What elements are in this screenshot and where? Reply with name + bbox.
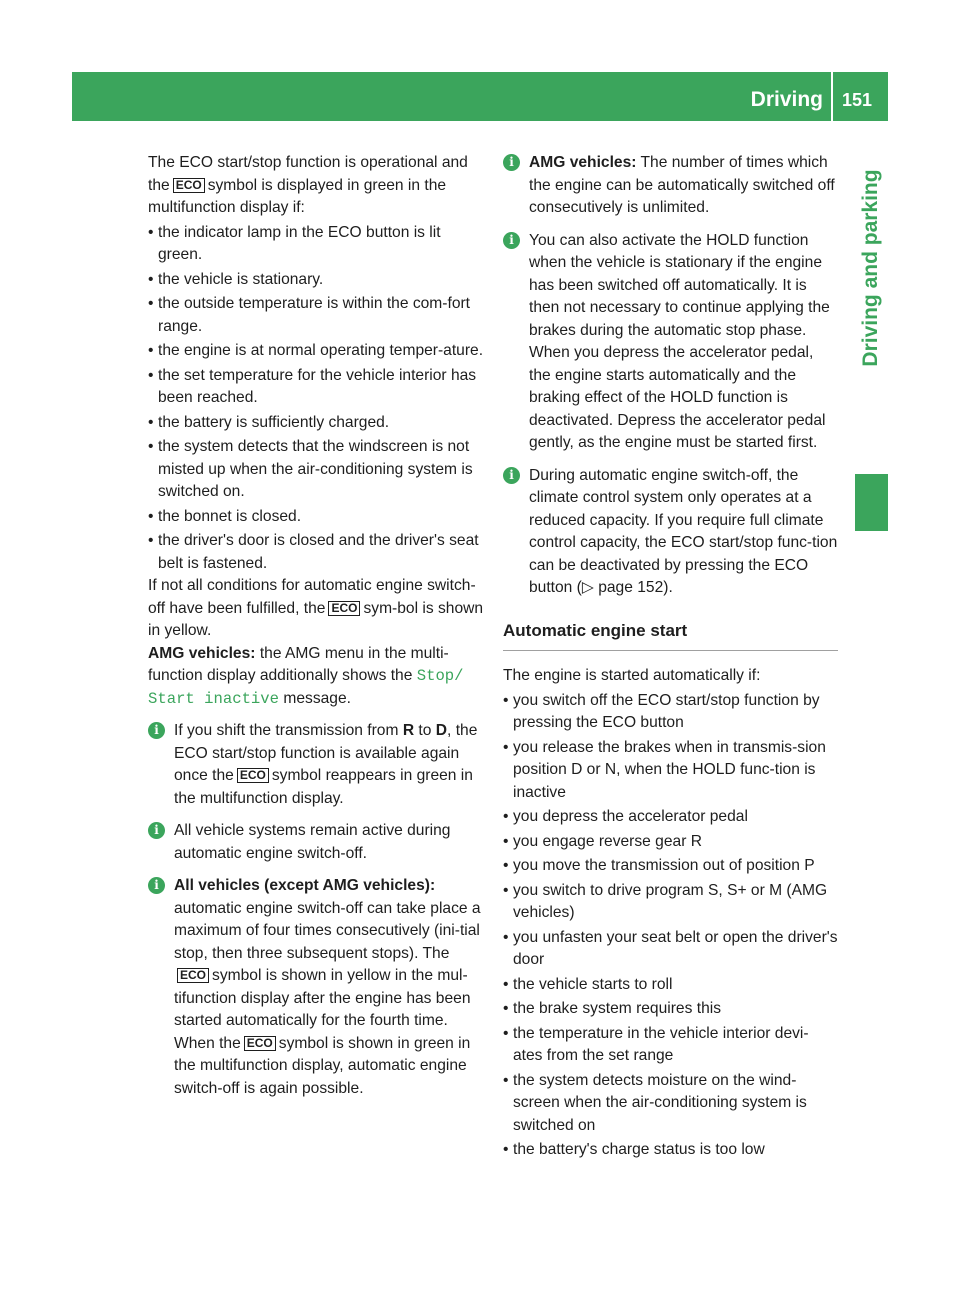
list-item — [503, 1023, 838, 1068]
list-item-text: you engage reverse gear R — [513, 832, 702, 850]
bullet-icon: • — [503, 1141, 509, 1158]
info-note — [148, 820, 486, 865]
bullet-icon: • — [503, 832, 509, 850]
bullet-icon: • — [503, 691, 509, 709]
left-column — [148, 152, 486, 1100]
info-note — [503, 230, 838, 455]
list-item — [503, 880, 838, 925]
bullet-icon: • — [148, 532, 154, 549]
list-item — [148, 506, 486, 529]
eco-symbol-icon: ECO — [328, 601, 360, 616]
note-text: symbol reappears in green in the multifunction display. — [174, 767, 473, 807]
note-label: AMG vehicles: — [529, 154, 637, 171]
eco-symbol-icon: ECO — [173, 178, 205, 193]
note-text: symbol is shown in green in the multifunction display, automatic engine switch-off is again possible. — [174, 1034, 471, 1097]
list-item-text: you depress the accelerator pedal — [513, 808, 748, 825]
not-all-conditions-paragraph — [148, 575, 486, 643]
list-item-text: you switch to drive program S, S+ or M (AMG vehicles) — [513, 881, 828, 921]
list-item-text: the battery's charge status is too low — [513, 1141, 765, 1158]
bullet-icon: • — [148, 295, 154, 312]
list-item — [148, 412, 486, 435]
bullet-icon: • — [503, 808, 509, 825]
list-item — [148, 365, 486, 410]
list-item — [503, 927, 838, 972]
list-item-text: you release the brakes when in transmis-sion position D or N, when the HOLD func-tion is inactive — [513, 738, 826, 801]
note-text: ). — [663, 579, 673, 596]
bullet-icon: • — [503, 1071, 509, 1089]
list-item — [503, 831, 838, 854]
list-item — [503, 998, 838, 1021]
list-item-text: the indicator lamp in the ECO button is lit green. — [158, 223, 441, 263]
bullet-icon: • — [148, 223, 154, 241]
info-icon: i — [148, 722, 165, 739]
bullet-icon: • — [503, 928, 509, 946]
list-item-text: the driver's door is closed and the driver's seat belt is fastened. — [158, 532, 479, 572]
bullet-icon: • — [148, 342, 154, 359]
bullet-icon: • — [503, 738, 509, 756]
list-item-text: the engine is at normal operating temper-ature. — [158, 342, 484, 359]
header-divider — [831, 72, 833, 121]
eco-symbol-icon: ECO — [244, 1036, 276, 1051]
list-item — [503, 737, 838, 805]
info-note — [503, 465, 838, 600]
note-text: automatic engine switch-off can take place a maximum of four times consecutively (ini-tial stop, then three subsequent stops). The — [174, 899, 481, 962]
list-item — [148, 293, 486, 338]
amg-text-tail: message. — [283, 689, 351, 707]
info-note — [503, 152, 838, 220]
list-item-text: the battery is sufficiently charged. — [158, 413, 390, 431]
amg-display-message: Stop/ Start inactive — [148, 667, 464, 708]
gear-r-label: R — [402, 722, 415, 739]
list-item-text: the vehicle starts to roll — [513, 975, 673, 993]
not-all-text: If not all conditions for automatic engine switch-off have been fulfilled, the — [148, 577, 476, 617]
list-item — [148, 222, 486, 267]
info-icon: i — [148, 877, 165, 894]
list-item-text: the vehicle is stationary. — [158, 270, 324, 288]
list-item — [148, 269, 486, 292]
list-item — [503, 974, 838, 997]
note-text: , the ECO start/stop function is available again once the — [174, 722, 478, 784]
note-label: All vehicles (except AMG vehicles): — [174, 877, 436, 894]
note-text: During automatic engine switch-off, the climate control system only operates at a reduced capacity. If you require full climate control capacity, the ECO start/stop func-tion can be deactivated by pressing the ECO button ( — [529, 466, 838, 596]
list-item — [148, 530, 486, 575]
bullet-icon: • — [148, 413, 154, 431]
list-item — [503, 855, 838, 878]
info-icon: i — [503, 467, 520, 484]
bullet-icon: • — [503, 1000, 509, 1017]
bullet-icon: • — [148, 366, 154, 384]
page-reference-link[interactable]: ▷ page 152 — [581, 579, 664, 596]
intro-paragraph — [148, 152, 486, 220]
note-text: If you shift the transmission from — [174, 722, 399, 739]
amg-text: the AMG menu in the multi-function display additionally shows the — [148, 644, 449, 684]
note-text: You can also activate the HOLD function when the vehicle is stationary if the engine has been switched off automatically. It is then not necessary to continue applying the brakes during the automatic stop phase. When you depress the accelerator pedal, the engine starts automatically and the braking effect of the HOLD function is deactivated. Depress the accelerator pedal gently, as the engine must be started first. — [529, 231, 830, 451]
bullet-icon: • — [148, 438, 154, 455]
gear-d-label: D — [435, 722, 448, 739]
note-text: All vehicle systems remain active during automatic engine switch-off. — [174, 822, 451, 862]
page-section-title: Driving — [750, 88, 823, 111]
list-item-text: you move the transmission out of position P — [513, 857, 815, 874]
page-number: 151 — [842, 90, 873, 110]
bullet-icon: • — [148, 270, 154, 288]
section-intro: The engine is started automatically if: — [503, 667, 761, 684]
eco-symbol-icon: ECO — [177, 968, 209, 983]
amg-label: AMG vehicles: — [148, 644, 256, 662]
side-tab-marker — [855, 474, 888, 531]
not-all-text-cont: sym-bol is shown in yellow. — [148, 599, 484, 639]
info-icon: i — [503, 154, 520, 171]
bullet-icon: • — [148, 507, 154, 525]
list-item-text: the system detects moisture on the wind-screen when the air-conditioning system is switched on — [513, 1071, 807, 1134]
note-text: to — [418, 722, 432, 739]
eco-symbol-icon: ECO — [237, 768, 269, 783]
side-tab-label: Driving and parking — [859, 169, 882, 367]
info-icon: i — [148, 822, 165, 839]
intro-text-cont: symbol is displayed in green in the multifunction display if: — [148, 176, 447, 216]
list-item-text: the system detects that the windscreen is not misted up when the air-conditioning system is switched on. — [158, 438, 473, 500]
bullet-icon: • — [503, 975, 509, 993]
right-column — [503, 152, 838, 1162]
info-icon: i — [503, 232, 520, 249]
intro-text: The ECO start/stop function is operational and the — [148, 154, 468, 194]
list-item — [503, 1139, 838, 1162]
list-item-text: the brake system requires this — [513, 1000, 722, 1017]
bullet-icon: • — [503, 857, 509, 874]
list-item — [503, 1070, 838, 1138]
list-item — [148, 436, 486, 504]
list-item-text: you unfasten your seat belt or open the driver's door — [513, 928, 838, 968]
list-item — [503, 806, 838, 829]
list-item-text: you switch off the ECO start/stop function by pressing the ECO button — [513, 691, 820, 731]
list-item — [148, 340, 486, 363]
list-item-text: the set temperature for the vehicle interior has been reached. — [158, 366, 477, 406]
note-text: The number of times which the engine can be automatically switched off consecutively is unlimited. — [529, 154, 835, 216]
list-item-text: the outside temperature is within the com-fort range. — [158, 295, 471, 335]
bullet-icon: • — [503, 881, 509, 899]
info-note — [148, 875, 486, 1100]
note-text: symbol is shown in yellow in the mul-tifunction display after the engine has been started automatically for the fourth time. When the — [174, 967, 471, 1052]
bullet-icon: • — [503, 1024, 509, 1042]
side-tab — [855, 120, 888, 416]
list-item-text: the bonnet is closed. — [158, 507, 302, 525]
amg-paragraph — [148, 643, 486, 711]
section-heading: Automatic engine start — [503, 620, 838, 652]
list-item — [503, 690, 838, 735]
info-note — [148, 720, 486, 810]
list-item-text: the temperature in the vehicle interior devi-ates from the set range — [513, 1024, 809, 1064]
